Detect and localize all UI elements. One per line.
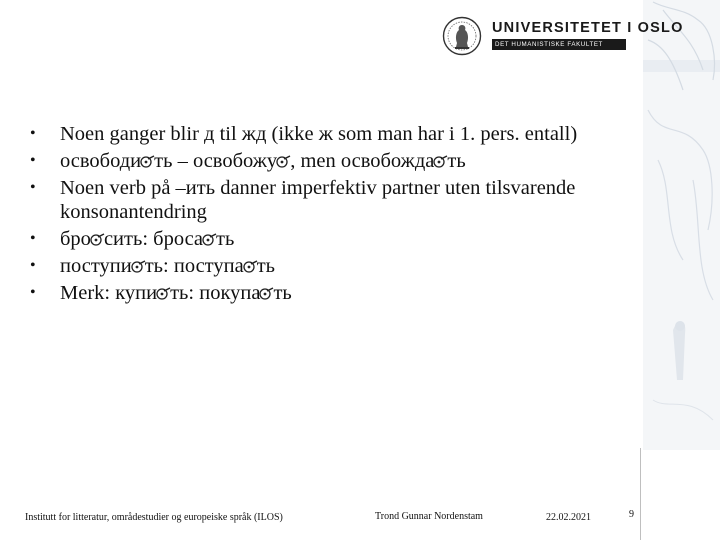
- bullet-text: ть: покупа: [170, 282, 261, 304]
- stress-mark-icon: [131, 260, 146, 273]
- faculty-name: DET HUMANISTISKE FAKULTET: [492, 39, 626, 50]
- bullet-dot-icon: •: [30, 125, 36, 142]
- bullet-item: [30, 176, 630, 224]
- bullet-dot-icon: •: [30, 179, 36, 196]
- bullet-text: Noen ganger blir д til жд (ikke ж som man har i 1. pers. entall): [60, 123, 578, 145]
- bullet-item: [30, 254, 630, 278]
- university-logo: [442, 14, 684, 58]
- stress-mark-icon: [276, 155, 291, 168]
- bullet-text: бро: [60, 228, 91, 250]
- stress-mark-icon: [156, 287, 171, 300]
- stress-mark-icon: [140, 155, 155, 168]
- bullet-text: сить: броса: [103, 228, 204, 250]
- footer-divider: [640, 448, 641, 540]
- stress-mark-icon: [202, 233, 217, 246]
- footer-institute: Institutt for litteratur, områdestudier og europeiske språk (ILOS): [25, 512, 283, 523]
- bullet-text: ть: поступа: [144, 255, 244, 277]
- bullet-text: ть – освобожу: [154, 150, 278, 172]
- bullet-item: [30, 281, 630, 305]
- bullet-item: [30, 122, 630, 146]
- bullet-text: ть: [256, 255, 275, 277]
- university-seal-icon: [442, 16, 482, 56]
- bullet-text: ть: [447, 150, 466, 172]
- bullet-item: [30, 227, 630, 251]
- bullet-dot-icon: •: [30, 257, 36, 274]
- bullet-text: Noen verb på –ить danner imperfektiv partner uten tilsvarende konsonantendring: [60, 177, 576, 223]
- bullet-dot-icon: •: [30, 152, 36, 169]
- slide-content: [30, 122, 630, 308]
- page-number: 9: [629, 509, 634, 520]
- bullet-text: освободи: [60, 150, 142, 172]
- footer-date: 22.02.2021: [546, 512, 591, 523]
- stress-mark-icon: [90, 233, 105, 246]
- footer-author: Trond Gunnar Nordenstam: [375, 511, 483, 522]
- university-name: UNIVERSITETET I OSLO: [492, 20, 684, 36]
- bullet-text: , men освобожда: [290, 150, 435, 172]
- statue-decoration: [643, 0, 720, 450]
- bullet-item: [30, 149, 630, 173]
- bullet-text: ть: [273, 282, 292, 304]
- bullet-list: [30, 122, 630, 305]
- stress-mark-icon: [243, 260, 258, 273]
- bullet-dot-icon: •: [30, 230, 36, 247]
- bullet-dot-icon: •: [30, 284, 36, 301]
- bullet-text: ть: [216, 228, 235, 250]
- bullet-text: поступи: [60, 255, 132, 277]
- bullet-text: Merk: купи: [60, 282, 158, 304]
